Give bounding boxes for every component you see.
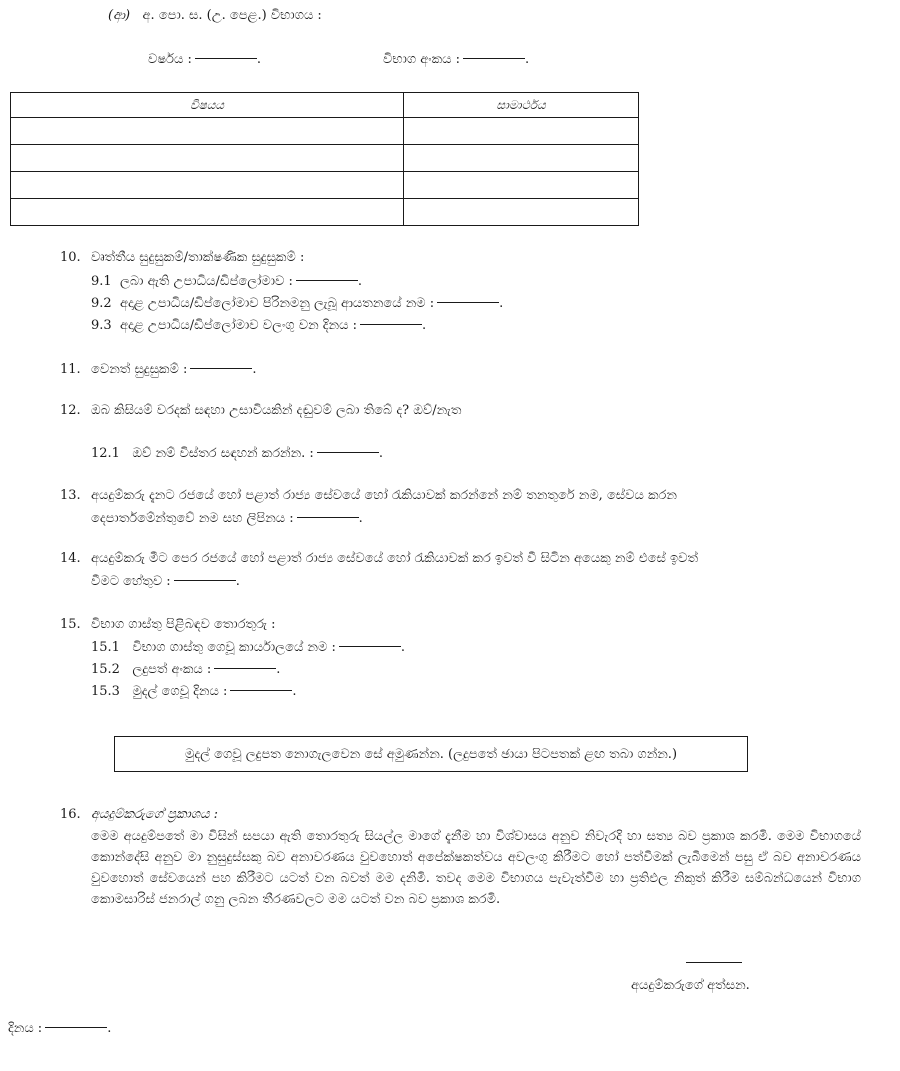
- table-row: [11, 172, 639, 199]
- year-field[interactable]: වර්ෂය : .: [148, 52, 261, 67]
- q14-line1: අයදුම්කරු මීට පෙර රජයේ හෝ පළාත් රාජ්‍ය සේවයේ හෝ රැකියාවක් කර ඉවත් වී සිටින අයෙකු නම් එසේ ඉවත්: [91, 551, 699, 566]
- q10-item-2: 9.2 අදාළ උපාධිය/ඩිප්ලෝමාව පිරිනමනු ලැබූ ආයතනයේ නම : .: [91, 296, 504, 311]
- table-header-row: [11, 93, 639, 118]
- section-title: අ. පො. ස. (උ. පෙළ.) විභාගය :: [142, 8, 322, 23]
- results-table: [10, 92, 639, 226]
- table-row: [11, 118, 639, 145]
- q10-item-1-num: 9.1: [91, 274, 112, 289]
- signature-label: අයදුම්කරුගේ අත්සන.: [631, 978, 750, 993]
- receipt-notice-text: මුදල් ගෙවූ ලදුපත නොගැලවෙන සේ අමුණන්න. (ලදුපතේ ඡායා පිටපතක් ළඟ තබා ගන්න.): [184, 746, 678, 762]
- q15-item-3: 15.3 මුදල් ගෙවූ දිනය : .: [91, 684, 297, 699]
- index-number-label: විභාග අංකය :: [383, 52, 461, 67]
- q12-sub: 12.1 ඔව් නම් විස්තර සඳහන් කරන්න. : .: [91, 446, 383, 461]
- q10-item-2-blank[interactable]: [437, 302, 499, 303]
- result-cell[interactable]: [404, 145, 639, 172]
- q15-item-3-blank[interactable]: [230, 690, 292, 691]
- q15-item-3-num: 15.3: [91, 684, 120, 699]
- result-header: සාමාර්ථය: [404, 93, 639, 118]
- q15-item-2-num: 15.2: [91, 662, 120, 677]
- subject-cell[interactable]: [11, 172, 404, 199]
- q12-text: ඔබ කිසියම් වරදක් සඳහා උසාවියකින් දඬුවම් ලබා තිබේ ද? ඔව්/නැත: [91, 403, 462, 418]
- q16-title: අයදුම්කරුගේ ප්‍රකාශය :: [91, 807, 218, 822]
- q12-sub-text: ඔව් නම් විස්තර සඳහන් කරන්න. :: [132, 446, 314, 461]
- q14-number: 14.: [60, 551, 81, 566]
- table-row: [11, 145, 639, 172]
- q15-item-2-blank[interactable]: [214, 668, 276, 669]
- q13-blank[interactable]: [297, 517, 359, 518]
- q14-line2-field: වීමට හේතුව : .: [91, 574, 240, 589]
- q13-number: 13.: [60, 488, 81, 503]
- q10-item-3-blank[interactable]: [360, 324, 422, 325]
- date-field[interactable]: දිනය : .: [8, 1021, 112, 1036]
- q12-number: 12.: [60, 403, 81, 418]
- q15-title: විභාග ගාස්තු පිළිබඳව තොරතුරු :: [91, 617, 276, 632]
- index-number-blank[interactable]: [463, 58, 525, 59]
- q14-blank[interactable]: [174, 580, 236, 581]
- subject-header: විෂයය: [11, 93, 404, 118]
- q15-item-1-text: විභාග ගාස්තු ගෙවූ කාර්යාලයේ නම :: [132, 640, 336, 655]
- date-label: දිනය :: [8, 1021, 43, 1036]
- q12-sub-blank[interactable]: [317, 452, 379, 453]
- q10-item-3-num: 9.3: [91, 318, 112, 333]
- table-row: [11, 199, 639, 226]
- subject-cell[interactable]: [11, 199, 404, 226]
- year-blank[interactable]: [195, 58, 257, 59]
- section-b-heading: [108, 8, 322, 23]
- q10-item-2-text: අදාළ උපාධිය/ඩිප්ලෝමාව පිරිනමනු ලැබූ ආයතනයේ නම :: [119, 296, 435, 311]
- q15-number: 15.: [60, 617, 81, 632]
- q14-line2: වීමට හේතුව :: [91, 574, 171, 589]
- index-number-field[interactable]: විභාග අංකය : .: [383, 52, 530, 67]
- q13-line1: අයදුම්කරු දැනට රජයේ හෝ පළාත් රාජ්‍ය සේවයේ හෝ රැකියාවක් කරන්නේ නම් තනතුරේ නම, සේවය කරන: [91, 488, 677, 503]
- q10-number: 10.: [60, 250, 81, 265]
- year-label: වර්ෂය :: [148, 52, 192, 67]
- result-cell[interactable]: [404, 199, 639, 226]
- q15-item-1-num: 15.1: [91, 640, 120, 655]
- q15-item-2: 15.2 ලදුපත් අංකය : .: [91, 662, 281, 677]
- q11-text: වෙනත් සුදුසුකම් :: [91, 362, 188, 377]
- section-marker: (ආ): [108, 8, 131, 23]
- declaration-text: මෙම අයදුම්පතේ මා විසින් සපයා ඇති තොරතුරු සියල්ල මාගේ දැනීම හා විශ්වාසය අනුව නිවැරදි හා සත්‍ය බව ප්‍රකාශ කරමි. මෙම විභාගයේ කොන්දේසි අනුව මා නුසුදුස්සකු බව අනාවරණය වුවහොත් අපේක්ෂකත්වය අවලංගු කිරීමට හෝ පත්වීමක් ලැබීමෙන් පසු ඒ බව අනාවරණය වුවහොත් සේවයෙන් පහ කිරීමට යටත් වන බවත් මම දනිමි. තවද මෙම විභාගය පැවැත්වීම හා ප්‍රතිඵල නිකුත් කිරීම සම්බන්ධයෙන් විභාග කොමසාරිස් ජනරාල් ගනු ලබන තීරණවලට මම යටත් වන බව ප්‍රකාශ කරමි.: [91, 829, 861, 907]
- q11-field: වෙනත් සුදුසුකම් : .: [91, 362, 257, 377]
- q10-title: වෘත්තීය සුදුසුකම්/තාක්ෂණික සුදුසුකම් :: [91, 250, 305, 265]
- q10-item-3-text: අදාළ උපාධිය/ඩිප්ලෝමාව වලංගු වන දිනය :: [119, 318, 357, 333]
- result-cell[interactable]: [404, 172, 639, 199]
- q10-item-3: 9.3 අදාළ උපාධිය/ඩිප්ලෝමාව වලංගු වන දිනය : .: [91, 318, 427, 333]
- receipt-notice-box: [114, 736, 748, 772]
- q16-number: 16.: [60, 807, 81, 822]
- q10-item-2-num: 9.2: [91, 296, 112, 311]
- q11-blank[interactable]: [190, 368, 252, 369]
- q15-item-1: 15.1 විභාග ගාස්තු ගෙවූ කාර්යාලයේ නම : .: [91, 640, 405, 655]
- signature-line[interactable]: [686, 962, 742, 963]
- q10-item-1-blank[interactable]: [296, 280, 358, 281]
- q15-item-1-blank[interactable]: [339, 646, 401, 647]
- result-cell[interactable]: [404, 118, 639, 145]
- q13-line2-field: දෙපාර්තමේන්තුවේ නම සහ ලිපිනය : .: [91, 511, 363, 526]
- subject-cell[interactable]: [11, 118, 404, 145]
- subject-cell[interactable]: [11, 145, 404, 172]
- q13-line2: දෙපාර්තමේන්තුවේ නම සහ ලිපිනය :: [91, 511, 294, 526]
- q11-number: 11.: [60, 362, 81, 377]
- q10-item-1: 9.1 ලබා ඇති උපාධිය/ඩිප්ලෝමාව : .: [91, 274, 363, 289]
- q12-sub-num: 12.1: [91, 446, 120, 461]
- q10-item-1-text: ලබා ඇති උපාධිය/ඩිප්ලෝමාව :: [119, 274, 293, 289]
- date-blank[interactable]: [45, 1027, 107, 1028]
- q15-item-2-text: ලදුපත් අංකය :: [132, 662, 212, 677]
- q15-item-3-text: මුදල් ගෙවූ දිනය :: [132, 684, 228, 699]
